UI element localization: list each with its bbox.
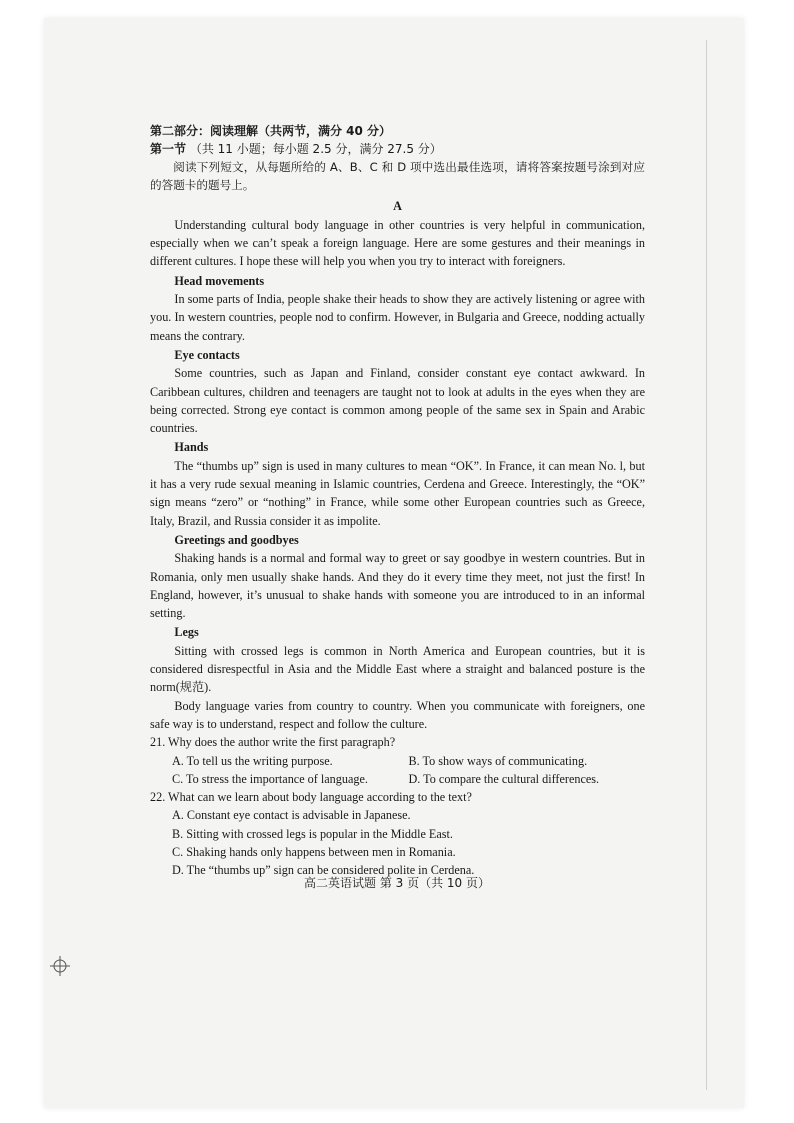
question-21-option-d[interactable]: D. To compare the cultural differences.: [408, 771, 600, 786]
exam-content: [150, 122, 645, 880]
passage-intro: Understanding cultural body language in other countries is very helpful in communication, especially when we can’t speak a foreign language. Here are some gestures and their meanings in different cultures. I hope these will help you when you try to interact with foreigners.: [150, 217, 645, 269]
passage-letter: A: [393, 198, 402, 213]
heading-eye-contacts: Eye contacts: [174, 347, 240, 362]
question-21-options: [172, 752, 645, 789]
question-22-option-c[interactable]: C. Shaking hands only happens between men in Romania.: [172, 844, 456, 859]
question-21-stem: 21. Why does the author write the first paragraph?: [150, 735, 396, 750]
question-21-option-b[interactable]: B. To show ways of communicating.: [408, 753, 588, 768]
passage-conclusion: Body language varies from country to country. When you communicate with foreigners, one safe way is to understand, respect and follow the culture.: [150, 698, 645, 731]
paragraph-head-movements: In some parts of India, people shake their heads to show they are actively listening or agree with you. In western countries, people nod to confirm. However, in Bulgaria and Greece, nodding actually means the contrary.: [150, 292, 645, 343]
subsection-label: 第一节: [150, 142, 187, 156]
heading-hands: Hands: [174, 440, 209, 455]
paragraph-hands: The “thumbs up” sign is used in many cultures to mean “OK”. In France, it can mean No. l, but it has a very rude sexual meaning in Islamic countries, Cerdena and Greece. Interestingly, the “OK” sign means “zero” or “nothing” in France, while some other European countries such as Greece, Italy, Brazil, and Russia consider it as impolite.: [150, 458, 645, 528]
instructions: 阅读下列短文，从每题所给的 A、B、C 和 D 项中选出最佳选项，请将答案按题号涂到对应的答题卡的题号上。: [150, 160, 645, 193]
paper-edge-line: [706, 40, 707, 1090]
heading-greetings: Greetings and goodbyes: [174, 532, 299, 547]
registration-mark-icon: [50, 956, 70, 976]
subsection-detail: （共 11 小题；每小题 2.5 分，满分 27.5 分）: [189, 142, 442, 156]
question-22-option-b[interactable]: B. Sitting with crossed legs is popular in the Middle East.: [172, 826, 453, 841]
question-22-option-a[interactable]: A. Constant eye contact is advisable in Japanese.: [172, 808, 411, 823]
question-21-option-c[interactable]: C. To stress the importance of language.: [172, 771, 368, 786]
subsection-header: [150, 140, 645, 158]
paragraph-greetings: Shaking hands is a normal and formal way to greet or say goodbye in western countries. But in Romania, only men usually shake hands. And they do it every time they meet, not just the first! In England, however, it’s unusual to shake hands with someone you are introduced to in an informal setting.: [150, 551, 645, 621]
question-22-stem: 22. What can we learn about body language according to the text?: [150, 790, 472, 805]
paragraph-legs: Sitting with crossed legs is common in North America and European countries, but it is considered disrespectful in Asia and the Middle East where a straight and balanced posture is the norm(规范).: [150, 643, 645, 695]
page-footer: 高二英语试题 第 3 页（共 10 页）: [304, 876, 490, 890]
question-22-options: [172, 806, 645, 879]
heading-head-movements: Head movements: [174, 273, 265, 288]
paragraph-eye-contacts: Some countries, such as Japan and Finland, consider constant eye contact awkward. In Caribbean cultures, children and teenagers are taught not to look at adults in the eyes when they are being corrected. Strong eye contact is common among people of the same sex in Spain and Arabic countries.: [150, 366, 645, 436]
question-21-option-a[interactable]: A. To tell us the writing purpose.: [172, 753, 333, 768]
section-title: 第二部分：阅读理解（共两节，满分 40 分）: [150, 124, 392, 138]
question-22-option-d[interactable]: D. The “thumbs up” sign can be considered polite in Cerdena.: [172, 863, 475, 878]
heading-legs: Legs: [174, 625, 199, 640]
